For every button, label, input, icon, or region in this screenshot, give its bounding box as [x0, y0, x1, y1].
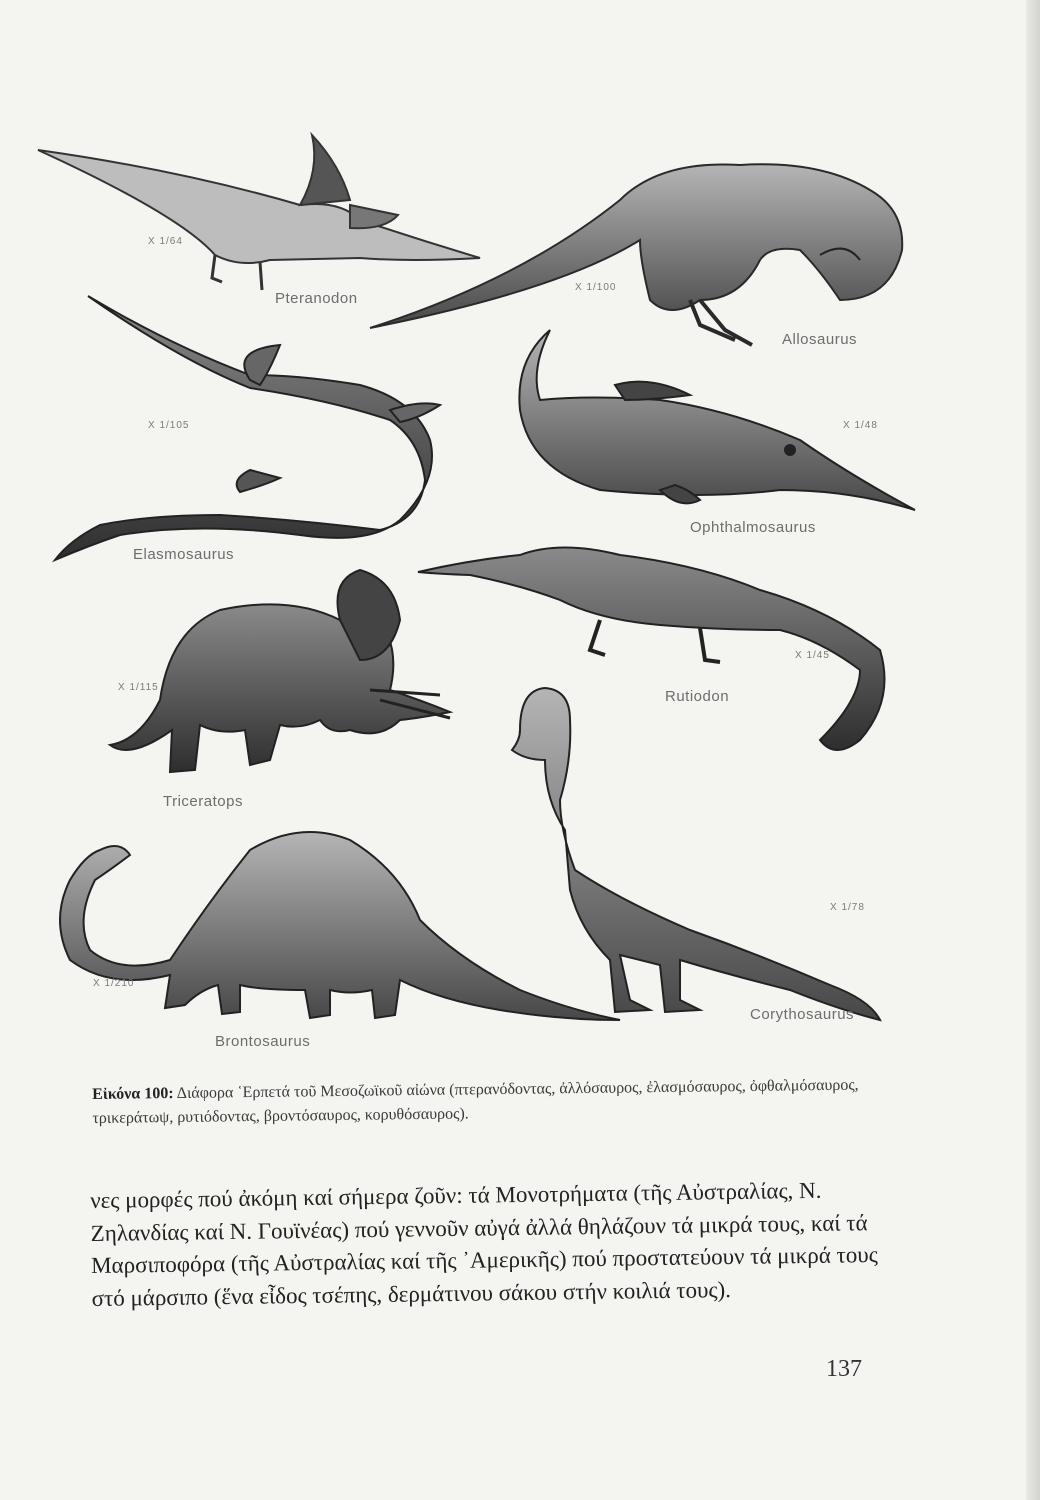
ophthalmosaurus-label: Ophthalmosaurus	[690, 519, 816, 536]
figure-caption	[92, 1073, 893, 1131]
allosaurus-label: Allosaurus	[782, 331, 858, 348]
caption-label: Εἰκόνα 100:	[92, 1085, 174, 1103]
rutiodon-label: Rutiodon	[665, 688, 730, 705]
elasmosaurus-illustration	[55, 296, 440, 560]
triceratops-label: Triceratops	[163, 793, 243, 810]
allosaurus-scale: X 1/100	[575, 282, 617, 293]
pteranodon-label: Pteranodon	[275, 290, 358, 307]
caption-text: Διάφορα ῾Ερπετά τοῦ Μεσοζωϊκοῦ αἰώνα (πτερανόδοντας, ἀλλόσαυρος, ἐλασμόσαυρος, ὀφθαλμόσαυρος, τρικεράτωψ, ρυτιόδοντας, βροντόσαυρος, κορυθόσαυρος).	[92, 1076, 859, 1127]
rutiodon-scale: X 1/45	[795, 650, 830, 661]
pteranodon-illustration	[38, 135, 480, 290]
rutiodon-illustration	[418, 548, 885, 751]
body-text	[90, 1174, 892, 1315]
triceratops-illustration	[110, 570, 450, 772]
page-number: 137	[826, 1356, 862, 1382]
corythosaurus-scale: X 1/78	[830, 902, 865, 913]
corythosaurus-label: Corythosaurus	[750, 1006, 855, 1023]
brontosaurus-label: Brontosaurus	[215, 1033, 311, 1050]
brontosaurus-scale: X 1/210	[93, 978, 135, 989]
elasmosaurus-label: Elasmosaurus	[133, 546, 235, 563]
body-paragraph: νες μορφές πού ἀκόμη καί σήμερα ζοῦν: τά Μονοτρήματα (τῆς Αὐστραλίας, Ν. Ζηλανδίας καί Ν. Γουϊνέας) πού γεννοῦν αὐγά ἀλλά θηλάζουν τά μικρά τους, καί τά Μαρσιποφόρα (τῆς Αὐστραλίας καί τῆς ᾽Αμερικῆς) πού προστατεύουν τά μικρά τους στό μάρσιπο (ἕνα εἶδος τσέπης, δερμάτινου σάκου στήν κοιλιά τους).	[90, 1177, 878, 1311]
triceratops-scale: X 1/115	[118, 682, 159, 693]
elasmosaurus-scale: X 1/105	[148, 420, 190, 431]
pteranodon-scale: X 1/64	[148, 236, 183, 247]
ophthalmosaurus-scale: X 1/48	[843, 420, 878, 431]
brontosaurus-illustration	[60, 832, 620, 1020]
